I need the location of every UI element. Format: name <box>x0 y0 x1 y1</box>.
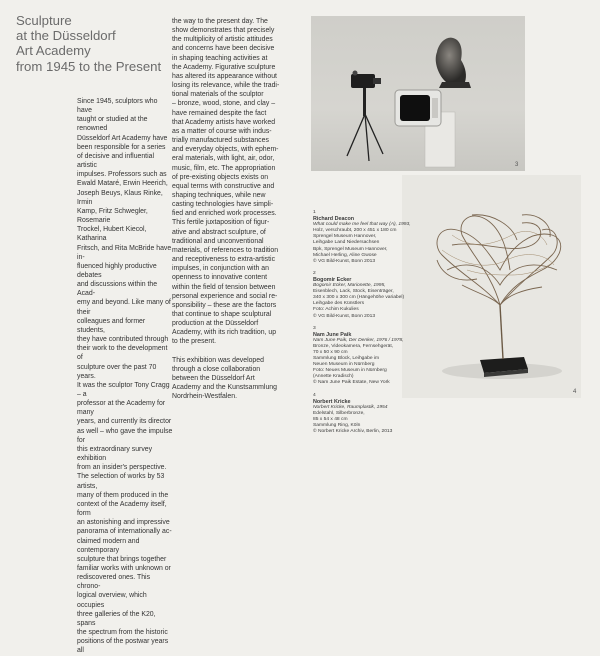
title-line: from 1945 to the Present <box>16 58 162 74</box>
figure-4-photo <box>402 175 581 398</box>
title-line: Art Academy <box>16 43 91 59</box>
caption-number: 2 <box>313 270 316 276</box>
caption-line: Neuen Museum in Nürnberg <box>313 362 375 368</box>
caption-line: Michael Herling, Aline Gwose <box>313 252 377 258</box>
figure-number: 3 <box>515 162 519 168</box>
caption-line: Sammlung Block, Leihgabe im <box>313 356 380 362</box>
title-line: Sculpture <box>16 13 72 28</box>
caption-line: Sprengel Museum Hannover, <box>313 234 377 240</box>
caption-line: Edelstahl, Silberbronze, <box>313 410 365 416</box>
caption-2 <box>313 271 407 320</box>
body-column-2: the way to the present day. The show demonstrates that precisely the multiplicity of artistic attitudes and concerns have been decisive in shaping teaching activities at the Academy. Figurative sculpture has altered its appearance without losing its relevance, while the tradi- tional materials of the sculptor – bronze, wood, stone, and clay – have remained despite the fact that Academy artists have worked as a matter of course with indus- trially manufactured substances and everyday objects, with ephem- eral materials, with light, air, odor, music, film, etc. The appropriation of pre-existing objects exists on equal terms with constructive and shaping techniques, while new casting technologies have simpli- fied and enriched work processes. This fertile juxtaposition of figur- ative and abstract sculpture, of traditional and unconventional materials, of references to tradition and receptiveness to extra-artistic impulses, in conjunction with an openness to innovative content within the field of tension between personal experience and social re- sponsibility – these are the factors that continue to shape sculptural production at the Düsseldorf Academy, with its rich tradition, up to the present. This exhibition was developed through a close collaboration between the Düsseldorf Art Academy and the Kunstsammlung Nordrhein-Westfalen. <box>172 18 280 401</box>
caption-number: 1 <box>313 210 316 215</box>
body-column-1: Since 1945, sculptors who have taught or studied at the renowned Düsseldorf Art Academy have been responsible for a series of decisive and influential artistic impulses. Professors such as Ewald Mataré, Erwin Heerich, Joseph Beuys, Klaus Rinke, Irmin Kamp, Fritz Schwegler, Rosemarie Trockel, Hubert Kiecol, Katharina Fritsch, and Rita McBride have in- fluenced highly productive debates and discussions within the Acad- emy and beyond. Like many of their colleagues and former students, they have contributed through their work to the development of sculpture over the past 70 years. It was the sculptor Tony Cragg – a professor at the Academy for many years, and currently its director as well – who gave the impulse for this extraordinary survey exhibition from an insider's perspective. The selection of works by 53 artists, many of them produced in the context of the Academy itself, form an astonishing and impressive panorama of internationally ac- claimed modern and contemporary sculpture that brings together familiar works with unknown or rediscovered ones. This chrono- logical overview, which occupies three galleries of the K20, spans the spectrum from the historic positions of the postwar years all <box>77 98 173 655</box>
caption-line: Holz, verschraubt, 200 x 451 x 180 cm <box>313 228 397 234</box>
caption-line: 70 x 50 x 90 cm <box>313 349 348 355</box>
caption-line: (Annette Kradisch) <box>313 374 354 380</box>
title-line: at the Düsseldorf <box>16 28 116 44</box>
caption-artist: Nam June Paik <box>313 331 352 338</box>
caption-1 <box>313 210 411 265</box>
caption-line: Sammlung Ring, Köln <box>313 423 361 428</box>
caption-line: © Nam June Paik Estate, New York <box>313 380 390 386</box>
wire-sculpture-image <box>402 175 581 398</box>
caption-line: What could make me feel that way (A), 1993, <box>313 222 411 228</box>
caption-line: 340 x 300 x 300 cm (Hängehöhe variabel) <box>313 295 405 301</box>
caption-number: 4 <box>313 392 316 398</box>
figure-number: 4 <box>573 389 577 395</box>
caption-4 <box>313 393 407 436</box>
caption-line: Foto: Achim Kukulies <box>313 307 359 313</box>
caption-line: Leihgabe Land Niedersachsen <box>313 240 380 246</box>
caption-line: Bpk, Sprengel Museum Hannover, <box>313 246 388 252</box>
page-title <box>16 13 186 74</box>
caption-line: Leihgabe des Künstlers <box>313 301 365 307</box>
caption-artist: Bogomir Ecker <box>313 276 352 283</box>
caption-number: 3 <box>313 325 316 331</box>
caption-line: 85 x 54 x 48 cm <box>313 416 348 422</box>
caption-line: Bogomir Ecker, Marionette, 1995, <box>313 283 386 289</box>
caption-3 <box>313 326 407 387</box>
figure-3-photo <box>311 16 525 171</box>
captions <box>313 210 411 441</box>
caption-artist: Norbert Kricke <box>313 398 351 405</box>
caption-line: Norbert Kricke, Raumplastik, 1954 <box>313 404 388 410</box>
caption-line: © VG Bild-Kunst, Bonn 2013 <box>313 313 376 319</box>
caption-line: Bronze, Videokamera, Fernsehgerät, <box>313 343 394 349</box>
caption-line: Foto: Neues Museum in Nürnberg <box>313 368 387 374</box>
caption-line: © VG Bild-Kunst, Bonn 2013 <box>313 258 376 264</box>
caption-artist: Richard Deacon <box>313 216 355 223</box>
thinker-tv-sculpture-image <box>311 16 525 171</box>
caption-line: Nam June Paik, Der Denker, 1976 / 1978, <box>313 337 404 343</box>
caption-line: Eisenblech, Lack, Stock, Eisenträger, <box>313 289 394 295</box>
caption-line: © Norbert Kricke Archiv, Berlin, 2013 <box>313 429 393 435</box>
